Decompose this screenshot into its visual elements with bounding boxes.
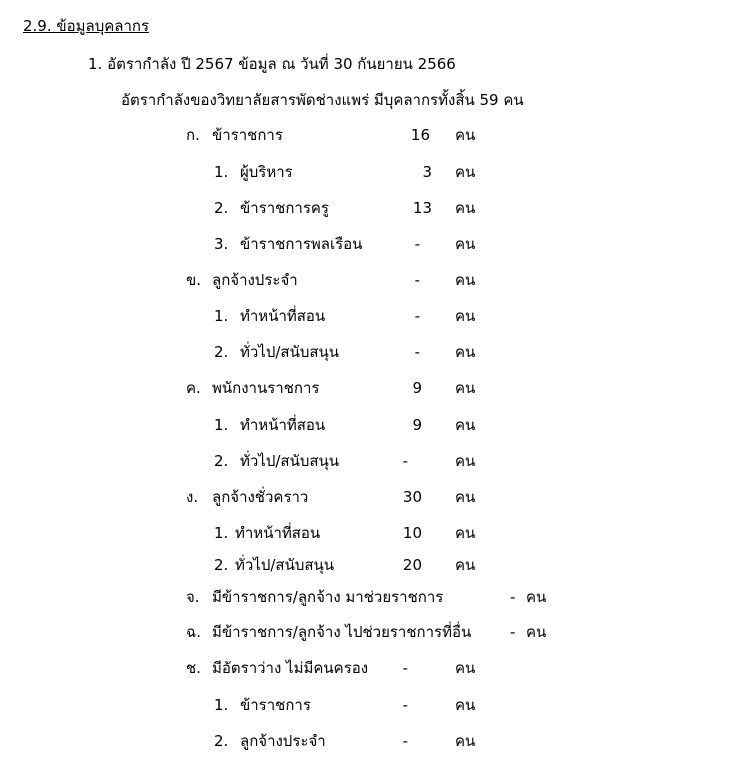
item-unit: คน <box>455 732 476 750</box>
item-unit: คน <box>455 271 476 289</box>
list-item <box>0 232 746 256</box>
item-label: ทั่วไป/สนับสนุน <box>235 556 335 574</box>
list-item <box>0 340 746 364</box>
item-value: - <box>414 343 420 361</box>
item-value: - <box>414 271 420 289</box>
item-marker: 2. <box>214 732 229 750</box>
item-marker: ง. <box>186 488 199 506</box>
item-label: ข้าราชการ <box>240 696 311 714</box>
item-marker: 3. <box>214 235 229 253</box>
item-label: มีข้าราชการ/ลูกจ้าง ไปช่วยราชการที่อื่น <box>212 623 472 641</box>
list-item <box>0 268 746 292</box>
item-unit: คน <box>455 452 476 470</box>
list-item <box>0 413 746 437</box>
list-item <box>0 376 746 400</box>
item-value: 10 <box>402 524 422 542</box>
item-label: ทำหน้าที่สอน <box>235 524 321 542</box>
item-unit: คน <box>455 659 476 677</box>
item-marker: 2. <box>214 556 229 574</box>
item-marker: 2. <box>214 452 229 470</box>
list-item <box>0 553 746 577</box>
item-value: - <box>402 732 408 750</box>
item-unit: คน <box>455 556 476 574</box>
item-marker: ข. <box>186 271 202 289</box>
item-unit: คน <box>455 126 476 144</box>
item-marker: 1. <box>214 307 229 325</box>
item-value: 3 <box>422 163 432 181</box>
list-item <box>0 656 746 680</box>
item-unit: คน <box>455 524 476 542</box>
list-item <box>0 620 746 644</box>
item-label: มีข้าราชการ/ลูกจ้าง มาช่วยราชการ <box>212 588 444 606</box>
list-item <box>0 196 746 220</box>
list-item <box>0 160 746 184</box>
staffing-summary: อัตรากำลังของวิทยาลัยสารพัดช่างแพร่ มีบุคลากรทั้งสิ้น 59 คน <box>121 91 524 109</box>
list-item <box>0 521 746 545</box>
item-label: ทำหน้าที่สอน <box>240 416 326 434</box>
item-marker: ก. <box>186 126 200 144</box>
item-unit: คน <box>455 163 476 181</box>
item-value: - <box>402 696 408 714</box>
item-label: ลูกจ้างประจำ <box>212 271 298 289</box>
item-value: - <box>402 452 408 470</box>
item-marker: 2. <box>214 343 229 361</box>
item-value: 16 <box>410 126 430 144</box>
item-value: 9 <box>412 379 422 397</box>
item-value: - <box>510 588 516 606</box>
item-unit: คน <box>455 343 476 361</box>
item-label: ลูกจ้างชั่วคราว <box>212 488 309 506</box>
item-value: 30 <box>402 488 422 506</box>
item-value: 13 <box>412 199 432 217</box>
item-unit: คน <box>455 416 476 434</box>
item-label: พนักงานราชการ <box>212 379 320 397</box>
staffing-subheading: 1. อัตรากำลัง ปี 2567 ข้อมูล ณ วันที่ 30 กันยายน 2566 <box>88 55 456 73</box>
item-marker: 1. <box>214 524 229 542</box>
item-unit: คน <box>455 235 476 253</box>
item-marker: 1. <box>214 416 229 434</box>
item-label: ผู้บริหาร <box>240 163 293 181</box>
item-value: 9 <box>412 416 422 434</box>
item-label: มีอัตราว่าง ไม่มีคนครอง <box>212 659 369 677</box>
item-unit: คน <box>526 588 547 606</box>
list-item <box>0 729 746 753</box>
item-unit: คน <box>526 623 547 641</box>
item-marker: 1. <box>214 696 229 714</box>
item-unit: คน <box>455 199 476 217</box>
item-label: ทั่วไป/สนับสนุน <box>240 452 340 470</box>
item-unit: คน <box>455 488 476 506</box>
list-item <box>0 585 746 609</box>
item-label: ข้าราชการพลเรือน <box>240 235 363 253</box>
item-marker: 1. <box>214 163 229 181</box>
item-label: ทั่วไป/สนับสนุน <box>240 343 340 361</box>
item-value: - <box>414 235 420 253</box>
list-item <box>0 485 746 509</box>
item-label: ทำหน้าที่สอน <box>240 307 326 325</box>
list-item <box>0 449 746 473</box>
item-unit: คน <box>455 307 476 325</box>
item-marker: จ. <box>186 588 200 606</box>
item-label: ข้าราชการ <box>212 126 283 144</box>
item-unit: คน <box>455 379 476 397</box>
section-heading: 2.9. ข้อมูลบุคลากร <box>23 17 150 35</box>
item-label: ลูกจ้างประจำ <box>240 732 326 750</box>
list-item <box>0 693 746 717</box>
list-item <box>0 123 746 147</box>
item-value: - <box>402 659 408 677</box>
item-marker: ช. <box>186 659 201 677</box>
item-unit: คน <box>455 696 476 714</box>
item-value: - <box>510 623 516 641</box>
item-value: - <box>414 307 420 325</box>
item-label: ข้าราชการครู <box>240 199 329 217</box>
item-value: 20 <box>402 556 422 574</box>
item-marker: ค. <box>186 379 201 397</box>
list-item <box>0 304 746 328</box>
item-marker: 2. <box>214 199 229 217</box>
item-marker: ฉ. <box>186 623 201 641</box>
